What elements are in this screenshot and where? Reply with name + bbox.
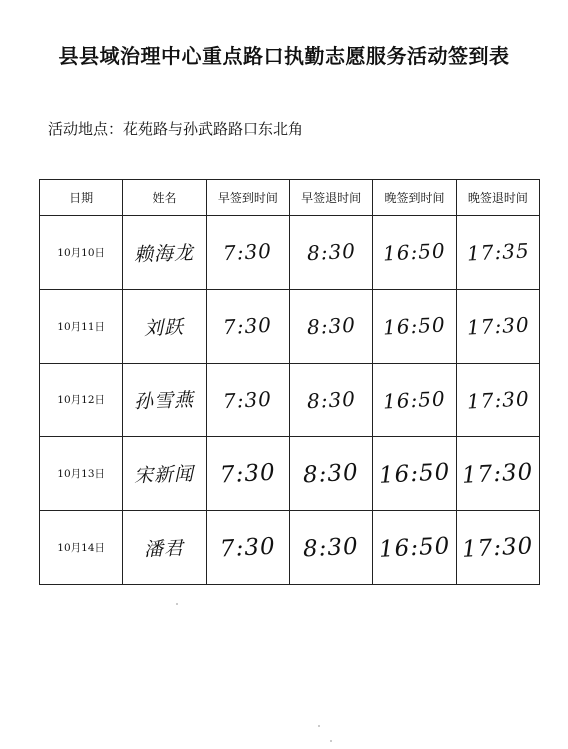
evening-out-cell — [456, 363, 539, 437]
activity-location: 活动地点：花苑路与孙武路路口东北角 — [48, 120, 304, 138]
table-header-row — [40, 180, 540, 216]
handwritten-name: 刘跃 — [144, 315, 185, 340]
handwritten-name: 赖海龙 — [134, 241, 195, 266]
scan-speck — [330, 740, 332, 742]
handwritten-time: 17:30 — [461, 458, 535, 489]
handwritten-time: 17:30 — [465, 386, 530, 414]
header-date: 日期 — [40, 180, 123, 216]
evening-in-cell — [373, 363, 456, 437]
handwritten-time: 17:35 — [465, 238, 530, 267]
evening-out-cell — [456, 511, 539, 585]
handwritten-time: 16:50 — [378, 532, 451, 563]
name-cell — [123, 289, 206, 363]
morning-in-cell — [206, 289, 289, 363]
handwritten-time: 17:30 — [461, 532, 535, 563]
handwritten-name: 宋新闻 — [134, 463, 195, 488]
scan-speck — [176, 603, 178, 605]
date-cell: 10月14日 — [40, 511, 123, 585]
morning-in-cell — [206, 437, 289, 511]
date-cell: 10月13日 — [40, 437, 123, 511]
header-evening-out: 晚签退时间 — [456, 180, 539, 216]
evening-in-cell — [373, 437, 456, 511]
evening-out-cell — [456, 437, 539, 511]
scan-speck — [318, 725, 320, 727]
handwritten-time: 16:50 — [382, 386, 447, 414]
header-name: 姓名 — [123, 180, 206, 216]
evening-out-cell — [456, 289, 539, 363]
handwritten-time: 7:30 — [222, 239, 273, 266]
handwritten-time: 17:30 — [465, 312, 530, 340]
table-row — [40, 216, 540, 290]
handwritten-time: 16:50 — [382, 238, 447, 267]
name-cell — [123, 511, 206, 585]
date-cell: 10月11日 — [40, 289, 123, 363]
morning-out-cell — [289, 437, 372, 511]
handwritten-name: 潘君 — [144, 537, 185, 561]
table-row — [40, 437, 540, 511]
morning-in-cell — [206, 511, 289, 585]
header-morning-in: 早签到时间 — [206, 180, 289, 216]
date-cell: 10月10日 — [40, 216, 123, 290]
handwritten-time: 8:30 — [302, 459, 360, 489]
evening-in-cell — [373, 289, 456, 363]
morning-out-cell — [289, 289, 372, 363]
handwritten-time: 8:30 — [302, 533, 360, 563]
handwritten-time: 7:30 — [222, 312, 273, 340]
name-cell — [123, 437, 206, 511]
handwritten-time: 16:50 — [378, 458, 451, 489]
morning-in-cell — [206, 363, 289, 437]
handwritten-time: 16:50 — [382, 312, 447, 340]
handwritten-time: 7:30 — [219, 533, 277, 563]
evening-in-cell — [373, 216, 456, 290]
header-evening-in: 晚签到时间 — [373, 180, 456, 216]
handwritten-time: 7:30 — [219, 459, 277, 489]
date-cell: 10月12日 — [40, 363, 123, 437]
morning-out-cell — [289, 363, 372, 437]
handwritten-time: 8:30 — [306, 386, 357, 414]
header-morning-out: 早签退时间 — [289, 180, 372, 216]
table-row — [40, 363, 540, 437]
handwritten-name: 孙雪燕 — [134, 389, 195, 414]
morning-out-cell — [289, 216, 372, 290]
sign-in-table — [39, 179, 540, 585]
sheet-title: 县县域治理中心重点路口执勤志愿服务活动签到表 — [58, 44, 510, 68]
evening-in-cell — [373, 511, 456, 585]
handwritten-time: 8:30 — [306, 312, 357, 340]
table-row — [40, 289, 540, 363]
morning-in-cell — [206, 216, 289, 290]
table-row — [40, 511, 540, 585]
name-cell — [123, 363, 206, 437]
handwritten-time: 8:30 — [306, 239, 357, 266]
name-cell — [123, 216, 206, 290]
morning-out-cell — [289, 511, 372, 585]
evening-out-cell — [456, 216, 539, 290]
handwritten-time: 7:30 — [222, 386, 273, 414]
